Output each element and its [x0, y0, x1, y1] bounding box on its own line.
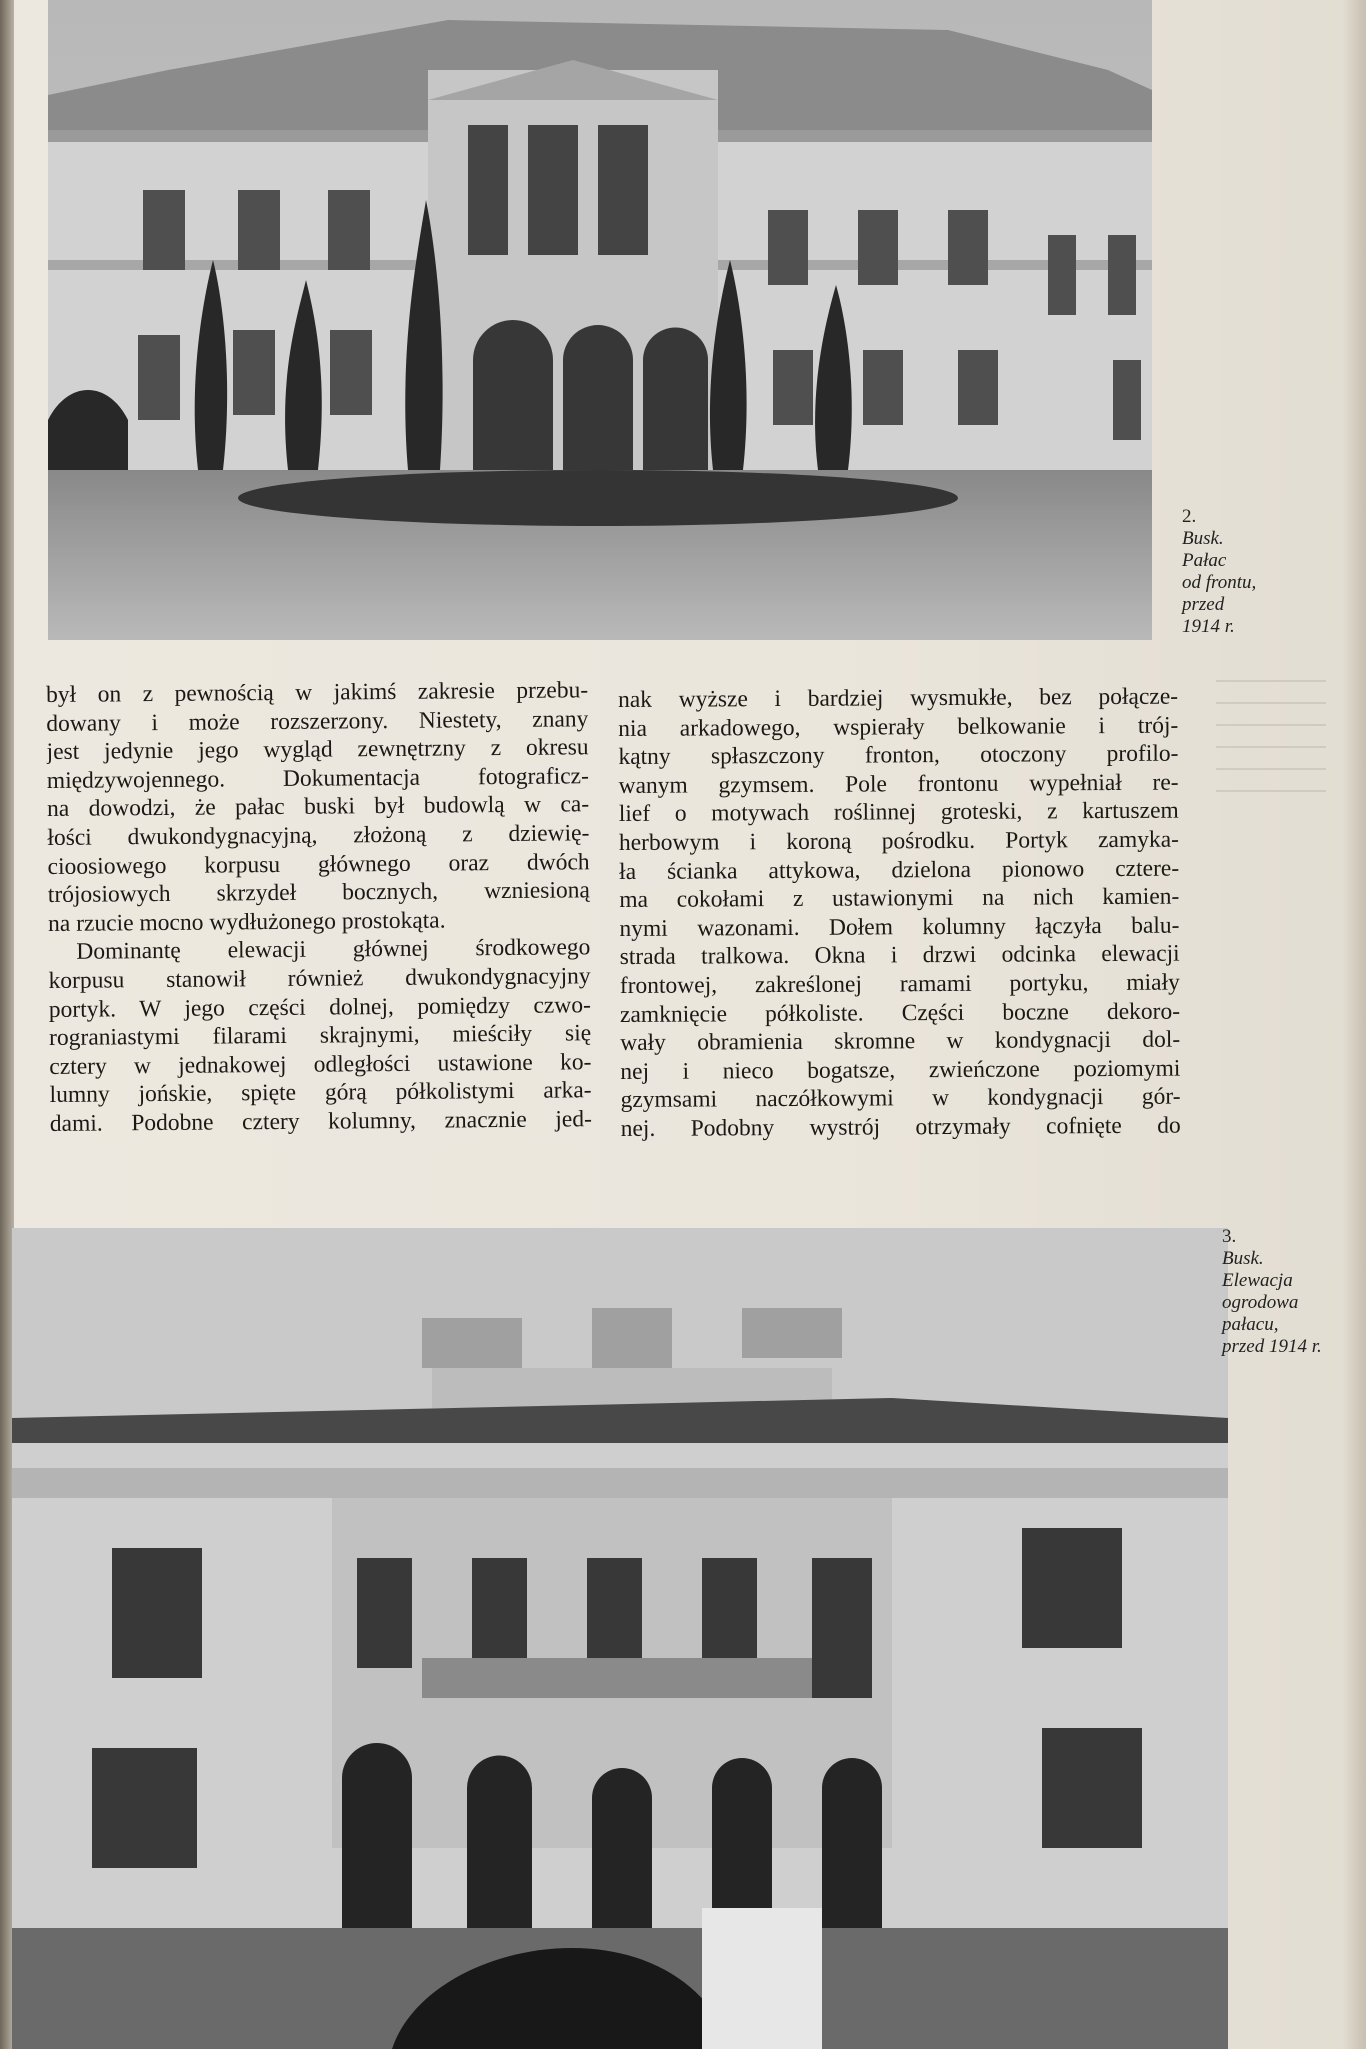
text-line: ma cokołami z ustawionymi na nich kamien-	[619, 883, 1180, 914]
caption-line: ogrodowa	[1222, 1292, 1299, 1313]
caption-line: Busk.	[1182, 528, 1224, 549]
text-line: Dominantę elewacji głównej środkowego	[76, 934, 591, 966]
caption-line: 3.	[1222, 1226, 1237, 1247]
text-line: herbowym i koroną pośrodku. Portyk zamyka-	[618, 826, 1180, 856]
text-line: lief o motywach roślinnej groteski, z kartuszem	[618, 797, 1179, 828]
text-column-left	[46, 676, 592, 1138]
caption-line: przed 1914 r.	[1222, 1336, 1322, 1357]
text-line: strada tralkowa. Okna i drzwi odcinka elewacji	[619, 940, 1180, 971]
photo-palace-front	[48, 0, 1152, 640]
caption-line: Pałac	[1182, 550, 1227, 571]
text-line: wały obramienia skromne w kondygnacji dol-	[620, 1026, 1181, 1057]
text-line: jest jedynie jego wygląd zewnętrzny z okresu	[46, 734, 589, 766]
text-line: nia arkadowego, wspierały belkowanie i trój-	[618, 712, 1179, 742]
text-line: trójosiowych skrzydeł bocznych, wzniesioną	[47, 877, 590, 909]
text-line: lumny jońskie, spięte górą półkolistymi arka-	[49, 1077, 592, 1109]
caption-line: od frontu,	[1182, 572, 1257, 593]
text-line: nej i nieco bogatsze, zwieńczone poziomymi	[620, 1055, 1181, 1085]
text-line: korpusu stanowił również dwukondygnacyjny	[48, 963, 591, 994]
text-line: cztery w jednakowej odległości ustawione ko-	[49, 1048, 592, 1080]
caption-line: pałacu,	[1222, 1314, 1279, 1335]
photo-palace-garden-elevation	[12, 1228, 1228, 2049]
caption-line: przed	[1182, 594, 1225, 615]
text-line: dowany i może rozszerzony. Niestety, znany	[46, 705, 589, 737]
text-line: był on z pewnością w jakimś zakresie przebu-	[46, 677, 589, 708]
text-line: zamknięcie półkoliste. Części boczne dekoro-	[619, 998, 1181, 1028]
caption-line: Busk.	[1222, 1248, 1264, 1269]
text-line: nak wyższe i bardziej wysmukłe, bez połącze-	[618, 683, 1179, 713]
text-line: nej. Podobny wystrój otrzymały cofnięte do	[620, 1112, 1181, 1142]
text-line: na rzucie mocno wydłużonego prostokąta.	[48, 907, 446, 937]
text-line: łości dwukondygnacyjną, złożoną z dziewię-	[47, 820, 590, 851]
text-line: dami. Podobne cztery kolumny, znacznie jed-	[49, 1106, 592, 1137]
text-line: portyk. W jego części dolnej, pomiędzy czwo-	[48, 991, 591, 1023]
figure-2-caption	[1182, 506, 1256, 638]
caption-line: 2.	[1182, 506, 1197, 527]
text-line: gzymsami naczółkowymi w kondygnacji gór-	[620, 1083, 1181, 1114]
show-through-text	[1216, 680, 1326, 810]
caption-line: 1914 r.	[1182, 616, 1235, 637]
text-column-right	[618, 683, 1181, 1144]
text-line: rograniastymi filarami skrajnymi, mieściły się	[49, 1020, 592, 1052]
figure-3-caption	[1222, 1226, 1322, 1358]
text-line: nymi wazonami. Dołem kolumny łączyła balu-	[619, 912, 1180, 942]
text-line: cioosiowego korpusu głównego oraz dwóch	[47, 848, 590, 880]
text-line: kątny spłaszczony fronton, otoczony profilo-	[618, 740, 1179, 771]
text-line: wanym gzymsem. Pole frontonu wypełniał re-	[618, 769, 1179, 799]
page-edge	[1342, 0, 1366, 2049]
text-line: międzywojennego. Dokumentacja fotograficz-	[46, 763, 589, 794]
text-line: na dowodzi, że pałac buski był budowlą w ca-	[47, 791, 590, 823]
text-line: frontowej, zakreślonej ramami portyku, miały	[619, 969, 1180, 999]
caption-line: Elewacja	[1222, 1270, 1293, 1291]
text-line: ła ścianka attykowa, dzielona pionowo czterе-	[619, 855, 1180, 885]
